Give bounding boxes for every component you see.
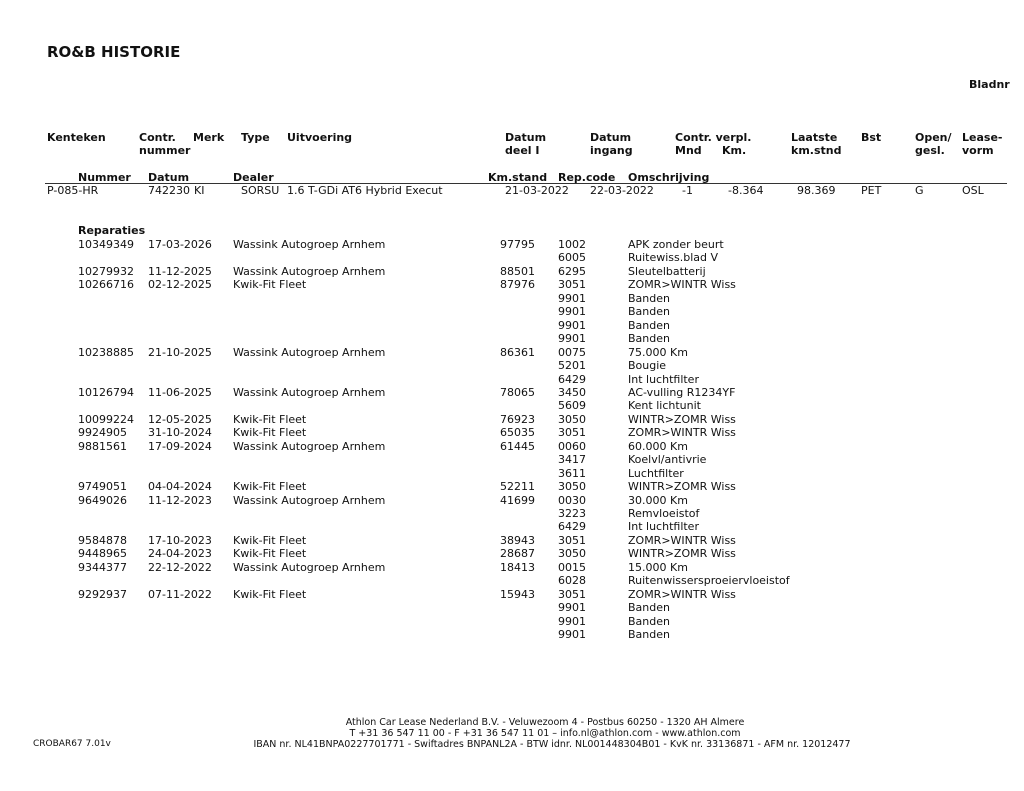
repair-code: 3051 bbox=[558, 587, 586, 601]
repair-km: 76923 bbox=[500, 412, 535, 426]
repair-code: 0075 bbox=[558, 345, 586, 359]
repair-description: Banden bbox=[628, 628, 670, 642]
repair-dealer: Kwik-Fit Fleet bbox=[233, 278, 307, 292]
repair-number: 9924905 bbox=[78, 426, 127, 440]
header-contr-verpl: Contr. verpl. bbox=[675, 131, 752, 144]
repair-code: 9901 bbox=[558, 601, 586, 615]
repair-description: Bougie bbox=[628, 359, 667, 373]
footer-line-2: T +31 36 547 11 00 - F +31 36 547 11 01 – info.nl@athlon.com - www.athlon.com bbox=[349, 728, 741, 739]
repair-dealer: Wassink Autogroep Arnhem bbox=[233, 493, 386, 507]
vehicle-datum-deel-i: 21-03-2022 bbox=[505, 184, 569, 197]
header-kenteken: Kenteken bbox=[47, 131, 106, 144]
repair-code: 0015 bbox=[558, 560, 586, 574]
header-datum-deel: Datum bbox=[505, 131, 547, 144]
repair-description: Ruitewiss.blad V bbox=[628, 251, 719, 265]
repair-date: 11-12-2023 bbox=[148, 493, 212, 507]
header-km: Km. bbox=[722, 144, 747, 157]
header-bst: Bst bbox=[861, 131, 882, 144]
repair-code: 6028 bbox=[558, 574, 586, 588]
repair-description: WINTR>ZOMR Wiss bbox=[628, 547, 736, 561]
repair-date: 11-06-2025 bbox=[148, 385, 212, 399]
repair-code: 9901 bbox=[558, 628, 586, 642]
repair-code: 6429 bbox=[558, 520, 586, 534]
repair-number: 10266716 bbox=[78, 278, 134, 292]
repair-code: 3417 bbox=[558, 453, 586, 467]
repair-number: 10099224 bbox=[78, 412, 134, 426]
header-lease: Lease- bbox=[962, 131, 1003, 144]
repair-description: Banden bbox=[628, 614, 670, 628]
repair-date: 12-05-2025 bbox=[148, 412, 212, 426]
repair-dealer: Wassink Autogroep Arnhem bbox=[233, 439, 386, 453]
section-title: Reparaties bbox=[78, 224, 146, 237]
repair-description: Banden bbox=[628, 291, 670, 305]
repair-description: Remvloeistof bbox=[628, 507, 700, 520]
repair-km: 97795 bbox=[500, 238, 535, 251]
repair-dealer: Kwik-Fit Fleet bbox=[233, 480, 307, 494]
repair-km: 78065 bbox=[500, 385, 535, 399]
repair-description: 15.000 Km bbox=[628, 560, 688, 574]
page-number-label: Bladnr bbox=[969, 78, 1010, 91]
vehicle-open-gesl: G bbox=[915, 184, 924, 197]
repair-dealer: Wassink Autogroep Arnhem bbox=[233, 264, 386, 278]
repair-date: 11-12-2025 bbox=[148, 264, 212, 278]
repair-description: Banden bbox=[628, 318, 670, 332]
repair-code: 9901 bbox=[558, 305, 586, 319]
subheader-kmstand: Km.stand bbox=[488, 171, 548, 184]
vehicle-contract: 742230 bbox=[148, 184, 190, 197]
repair-date: 02-12-2025 bbox=[148, 278, 212, 292]
subheader-omschrijving: Omschrijving bbox=[628, 171, 710, 184]
repair-description: Banden bbox=[628, 305, 670, 319]
header-merk: Merk bbox=[193, 131, 225, 144]
header-km-stnd: km.stnd bbox=[791, 144, 842, 157]
repair-date: 07-11-2022 bbox=[148, 587, 212, 601]
header-nummer: nummer bbox=[139, 144, 191, 157]
repair-number: 9749051 bbox=[78, 480, 127, 494]
vehicle-merk: KI bbox=[194, 184, 205, 197]
repair-code: 6005 bbox=[558, 251, 586, 265]
repair-code: 0030 bbox=[558, 493, 586, 507]
repair-description: ZOMR>WINTR Wiss bbox=[628, 426, 736, 440]
vehicle-laatste-km: 98.369 bbox=[797, 184, 836, 197]
header-gesl: gesl. bbox=[915, 144, 945, 157]
header-laatste: Laatste bbox=[791, 131, 838, 144]
repair-km: 65035 bbox=[500, 426, 535, 440]
repair-number: 10126794 bbox=[78, 385, 134, 399]
repair-km: 15943 bbox=[500, 587, 535, 601]
repair-km: 18413 bbox=[500, 560, 535, 574]
header-deel-i: deel I bbox=[505, 144, 540, 157]
repair-km: 88501 bbox=[500, 264, 535, 278]
repair-dealer: Kwik-Fit Fleet bbox=[233, 547, 307, 561]
repair-dealer: Wassink Autogroep Arnhem bbox=[233, 238, 386, 251]
repair-description: Ruitenwissersproeiervloeistof bbox=[628, 574, 790, 588]
repair-code: 3611 bbox=[558, 466, 586, 480]
repair-code: 0060 bbox=[558, 439, 586, 453]
repair-number: 9448965 bbox=[78, 547, 127, 561]
repair-date: 22-12-2022 bbox=[148, 560, 212, 574]
repair-description: ZOMR>WINTR Wiss bbox=[628, 533, 736, 547]
vehicle-mnd: -1 bbox=[682, 184, 693, 197]
repair-dealer: Wassink Autogroep Arnhem bbox=[233, 385, 386, 399]
repair-km: 86361 bbox=[500, 345, 535, 359]
repair-date: 17-03-2026 bbox=[148, 238, 212, 251]
repair-code: 9901 bbox=[558, 291, 586, 305]
vehicle-kenteken: P-085-HR bbox=[47, 184, 99, 197]
repair-description: ZOMR>WINTR Wiss bbox=[628, 587, 736, 601]
repair-description: APK zonder beurt bbox=[628, 238, 724, 251]
repair-code: 3223 bbox=[558, 507, 586, 520]
vehicle-uitvoering: 1.6 T-GDi AT6 Hybrid Execut bbox=[287, 184, 443, 197]
subheader-repcode: Rep.code bbox=[558, 171, 616, 184]
repair-code: 3051 bbox=[558, 426, 586, 440]
repair-km: 87976 bbox=[500, 278, 535, 292]
repair-number: 9584878 bbox=[78, 533, 127, 547]
footer-line-3: IBAN nr. NL41BNPA0227701771 - Swiftadres BNPANL2A - BTW idnr. NL001448304B01 - KvK nr. 33136871 - AFM nr. 12012477 bbox=[253, 739, 851, 750]
repair-description: 75.000 Km bbox=[628, 345, 688, 359]
header-ingang: ingang bbox=[590, 144, 633, 157]
repair-date: 04-04-2024 bbox=[148, 480, 212, 494]
repair-description: Banden bbox=[628, 601, 670, 615]
repair-code: 9901 bbox=[558, 614, 586, 628]
repair-code: 6295 bbox=[558, 264, 586, 278]
repair-km: 38943 bbox=[500, 533, 535, 547]
header-contr: Contr. bbox=[139, 131, 176, 144]
repair-date: 21-10-2025 bbox=[148, 345, 212, 359]
repair-description: WINTR>ZOMR Wiss bbox=[628, 412, 736, 426]
repair-dealer: Wassink Autogroep Arnhem bbox=[233, 560, 386, 574]
repair-date: 17-09-2024 bbox=[148, 439, 212, 453]
repair-description: Banden bbox=[628, 332, 670, 346]
repair-description: AC-vulling R1234YF bbox=[628, 385, 736, 399]
header-type: Type bbox=[241, 131, 270, 144]
repair-description: Luchtfilter bbox=[628, 466, 684, 480]
repair-code: 9901 bbox=[558, 332, 586, 346]
repair-code: 5201 bbox=[558, 359, 586, 373]
repair-code: 3051 bbox=[558, 533, 586, 547]
repair-date: 24-04-2023 bbox=[148, 547, 212, 561]
repair-description: 60.000 Km bbox=[628, 439, 688, 453]
header-datum-ingang: Datum bbox=[590, 131, 632, 144]
repair-description: Sleutelbatterij bbox=[628, 264, 706, 278]
repair-code: 1002 bbox=[558, 238, 586, 251]
repair-dealer: Wassink Autogroep Arnhem bbox=[233, 345, 386, 359]
repair-number: 9344377 bbox=[78, 560, 127, 574]
header-open: Open/ bbox=[915, 131, 952, 144]
header-vorm: vorm bbox=[962, 144, 994, 157]
repair-code: 3050 bbox=[558, 480, 586, 494]
repair-description: Kent lichtunit bbox=[628, 399, 701, 413]
repair-dealer: Kwik-Fit Fleet bbox=[233, 412, 307, 426]
repair-description: Int luchtfilter bbox=[628, 520, 699, 534]
header-mnd: Mnd bbox=[675, 144, 702, 157]
subheader-datum: Datum bbox=[148, 171, 190, 184]
repair-number: 10349349 bbox=[78, 238, 134, 251]
vehicle-km: -8.364 bbox=[728, 184, 764, 197]
subheader-dealer: Dealer bbox=[233, 171, 274, 184]
footer-version: CROBAR67 7.01v bbox=[33, 739, 111, 749]
repair-dealer: Kwik-Fit Fleet bbox=[233, 533, 307, 547]
repair-description: Koelvl/antivrie bbox=[628, 453, 707, 467]
repair-dealer: Kwik-Fit Fleet bbox=[233, 587, 307, 601]
repair-description: Int luchtfilter bbox=[628, 372, 699, 386]
repair-number: 9292937 bbox=[78, 587, 127, 601]
repair-date: 17-10-2023 bbox=[148, 533, 212, 547]
repair-code: 6429 bbox=[558, 372, 586, 386]
repair-number: 9881561 bbox=[78, 439, 127, 453]
repair-number: 10238885 bbox=[78, 345, 134, 359]
repair-description: WINTR>ZOMR Wiss bbox=[628, 480, 736, 494]
repair-description: ZOMR>WINTR Wiss bbox=[628, 278, 736, 292]
repair-km: 28687 bbox=[500, 547, 535, 561]
repair-code: 3450 bbox=[558, 385, 586, 399]
footer-line-1: Athlon Car Lease Nederland B.V. - Veluwezoom 4 - Postbus 60250 - 1320 AH Almere bbox=[345, 717, 745, 728]
repair-code: 3050 bbox=[558, 412, 586, 426]
repair-date: 31-10-2024 bbox=[148, 426, 212, 440]
repair-code: 3050 bbox=[558, 547, 586, 561]
repair-km: 52211 bbox=[500, 480, 535, 494]
header-uitvoering: Uitvoering bbox=[287, 131, 353, 144]
repair-code: 3051 bbox=[558, 278, 586, 292]
repair-km: 41699 bbox=[500, 493, 535, 507]
repair-dealer: Kwik-Fit Fleet bbox=[233, 426, 307, 440]
repair-km: 61445 bbox=[500, 439, 535, 453]
vehicle-type: SORSU bbox=[241, 184, 280, 197]
vehicle-leasevorm: OSL bbox=[962, 184, 984, 197]
repair-code: 5609 bbox=[558, 399, 586, 413]
vehicle-datum-ingang: 22-03-2022 bbox=[590, 184, 654, 197]
repair-code: 9901 bbox=[558, 318, 586, 332]
repair-number: 9649026 bbox=[78, 493, 127, 507]
vehicle-bst: PET bbox=[861, 184, 882, 197]
document-title: RO&B HISTORIE bbox=[47, 43, 181, 61]
repair-number: 10279932 bbox=[78, 264, 134, 278]
repair-description: 30.000 Km bbox=[628, 493, 688, 507]
subheader-nummer: Nummer bbox=[78, 171, 131, 184]
